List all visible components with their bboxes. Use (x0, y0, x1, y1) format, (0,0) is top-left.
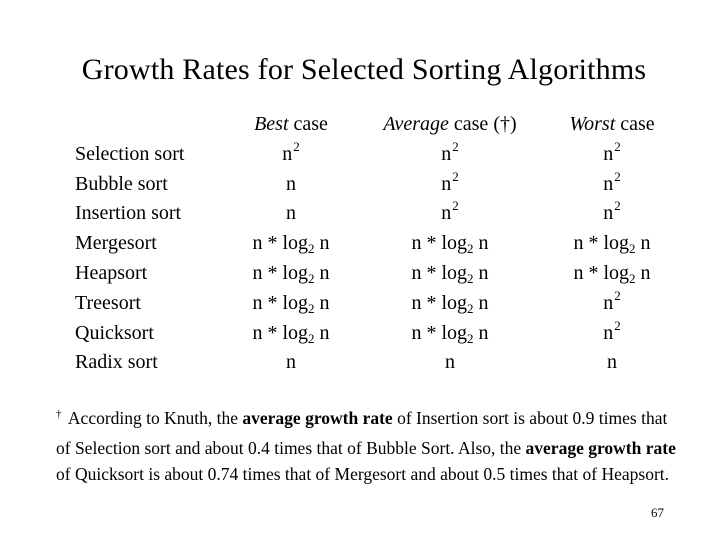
cell-worst-case: n (607, 351, 617, 374)
cell-worst-case: $n^2$ (603, 168, 621, 195)
cell-best-case: n (286, 172, 296, 195)
slide-title: Growth Rates for Selected Sorting Algorithms (81, 53, 647, 86)
cell-best-case: n * $\log_2 n$ (252, 261, 330, 286)
table-row (75, 288, 675, 318)
table-row (75, 347, 675, 377)
cell-best-case: n (286, 202, 296, 225)
cell-average-case: n * $\log_2 n$ (411, 261, 489, 286)
cell-algorithm-name: Selection sort (75, 142, 185, 165)
cell-best-case: n (286, 351, 296, 374)
header-best-case: Best case (254, 113, 328, 135)
table-body (75, 139, 675, 377)
cell-algorithm-name: Insertion sort (75, 202, 182, 225)
cell-average-case: $n^2$ (441, 198, 459, 225)
cell-worst-case: $n^2$ (603, 198, 621, 225)
cell-average-case: n * $\log_2 n$ (411, 232, 489, 257)
cell-average-case: n * $\log_2 n$ (411, 321, 489, 346)
cell-average-case: $n^2$ (441, 138, 459, 165)
cell-best-case: n * $\log_2 n$ (252, 232, 330, 257)
cell-worst-case: $n^2$ (603, 317, 621, 344)
cell-worst-case: n * $\log_2 n$ (573, 232, 651, 257)
table-row (75, 198, 675, 228)
table-row (75, 258, 675, 288)
cell-algorithm-name: Radix sort (75, 351, 158, 374)
header-average-case: Average case (†) (383, 113, 517, 135)
header-worst-case: Worst case (569, 113, 655, 135)
cell-worst-case: n * $\log_2 n$ (573, 261, 651, 286)
growth-rate-table (75, 109, 675, 377)
cell-algorithm-name: Treesort (75, 291, 141, 314)
cell-algorithm-name: Mergesort (75, 232, 157, 255)
cell-average-case: n (445, 351, 455, 374)
footnote: † According to Knuth, the average growth rate of Insertion sort is about 0.9 times that of Selection sort and about 0.4 times that of Bubble Sort. Also, the average growth rate of Quicksort is about 0.74 times that of Mergesort and about 0.5 times that of Heapsort. (56, 408, 676, 484)
table-row (75, 228, 675, 258)
cell-average-case: $n^2$ (441, 168, 459, 195)
cell-best-case: $n^2$ (282, 138, 300, 165)
cell-algorithm-name: Heapsort (75, 261, 148, 284)
footnote-mark: † (56, 408, 62, 420)
table-row (75, 318, 675, 348)
cell-algorithm-name: Bubble sort (75, 172, 168, 195)
cell-worst-case: $n^2$ (603, 287, 621, 314)
table-row (75, 169, 675, 199)
cell-average-case: n * $\log_2 n$ (411, 291, 489, 316)
cell-best-case: n * $\log_2 n$ (252, 321, 330, 346)
cell-worst-case: $n^2$ (603, 138, 621, 165)
table-header-row (75, 109, 675, 139)
page-number: 67 (651, 505, 664, 520)
table-row (75, 139, 675, 169)
cell-algorithm-name: Quicksort (75, 321, 154, 344)
cell-best-case: n * $\log_2 n$ (252, 291, 330, 316)
